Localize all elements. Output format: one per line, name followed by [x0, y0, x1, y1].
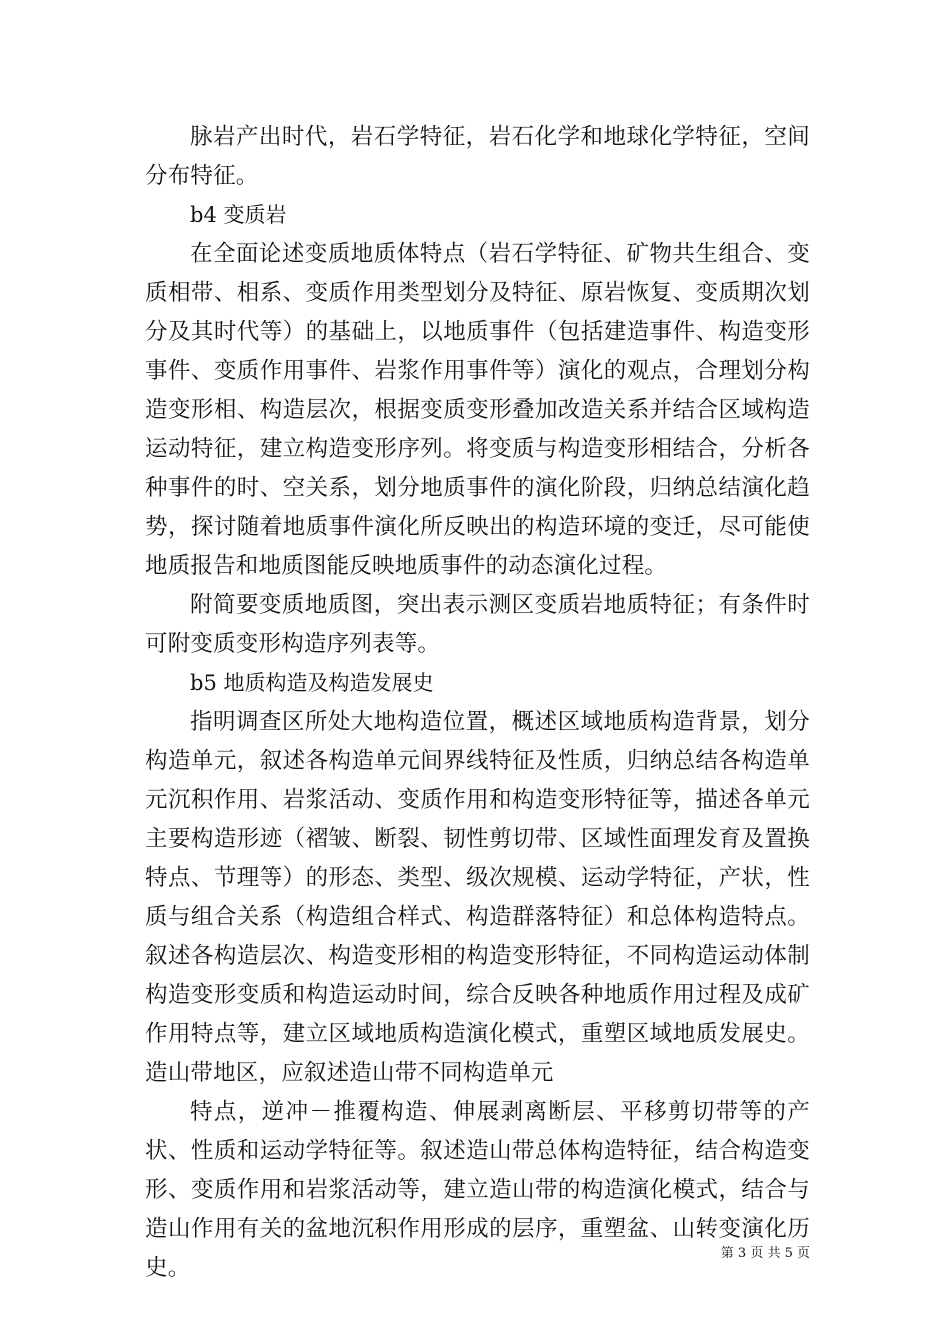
section-heading-b4: b4 变质岩 — [190, 203, 287, 227]
section-heading-b5: b5 地质构造及构造发展史 — [190, 671, 434, 695]
paragraph-dike-rock: 脉岩产出时代，岩石学特征，岩石化学和地球化学特征，空间分布特征。 — [145, 124, 810, 189]
document-body — [145, 118, 810, 1288]
page-number: 第 3 页 共 5 页 — [720, 1246, 810, 1261]
paragraph-orogenic-belt: 特点，逆冲－推覆构造、伸展剥离断层、平移剪切带等的产状、性质和运动学特征等。叙述造山带总体构造特征，结合构造变形、变质作用和岩浆活动等，建立造山带的构造演化模式，结合与造山作用有关的盆地沉积作用形成的层序，重塑盆、山转变演化历史。 — [145, 1099, 810, 1281]
paragraph-tectonic-setting: 指明调查区所处大地构造位置，概述区域地质构造背景，划分构造单元，叙述各构造单元间界线特征及性质，归纳总结各构造单元沉积作用、岩浆活动、变质作用和构造变形特征等，描述各单元主要构造形迹（褶皱、断裂、韧性剪切带、区域性面理发育及置换特点、节理等）的形态、类型、级次规模、运动学特征，产状，性质与组合关系（构造组合样式、构造群落特征）和总体构造特点。叙述各构造层次、构造变形相的构造变形特征，不同构造运动体制构造变形变质和构造运动时间，综合反映各种地质作用过程及成矿作用特点等，建立区域地质构造演化模式，重塑区域地质发展史。造山带地区，应叙述造山带不同构造单元 — [145, 709, 810, 1086]
paragraph-metamorphic-overview: 在全面论述变质地质体特点（岩石学特征、矿物共生组合、变质相带、相系、变质作用类型划分及特征、原岩恢复、变质期次划分及其时代等）的基础上，以地质事件（包括建造事件、构造变形事件、变质作用事件、岩浆作用事件等）演化的观点，合理划分构造变形相、构造层次，根据变质变形叠加改造关系并结合区域构造运动特征，建立构造变形序列。将变质与构造变形相结合，分析各种事件的时、空关系，划分地质事件的演化阶段，归纳总结演化趋势，探讨随着地质事件演化所反映出的构造环境的变迁，尽可能使地质报告和地质图能反映地质事件的动态演化过程。 — [145, 241, 810, 579]
paragraph-metamorphic-map: 附简要变质地质图，突出表示测区变质岩地质特征；有条件时可附变质变形构造序列表等。 — [145, 592, 810, 657]
